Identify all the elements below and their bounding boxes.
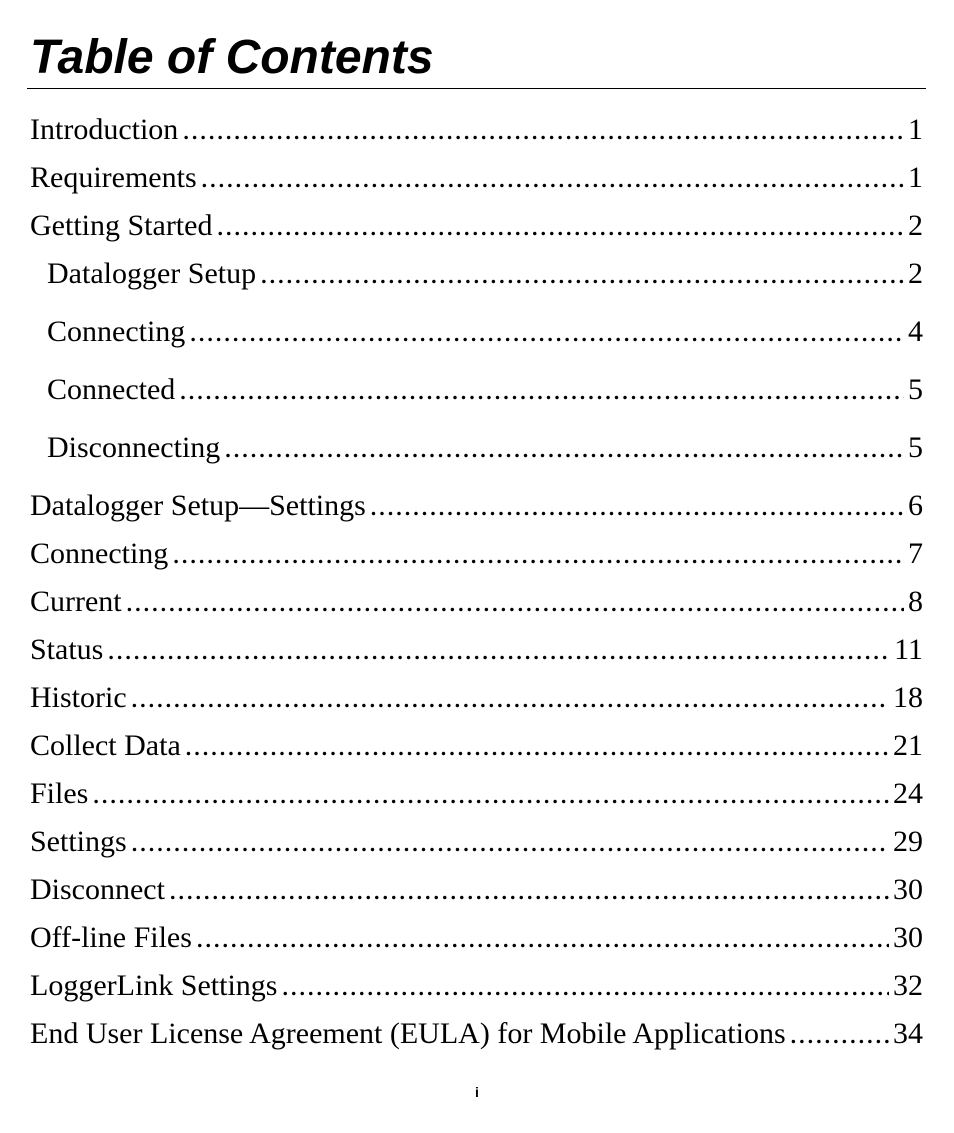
toc-entry-historic[interactable] xyxy=(30,674,923,722)
dot-leader xyxy=(185,722,889,770)
toc-entry-getting-started[interactable] xyxy=(30,202,923,250)
toc-entry-page: 7 xyxy=(908,537,923,570)
dot-leader xyxy=(169,866,889,914)
toc-entry-eula[interactable] xyxy=(30,1010,923,1058)
toc-entry-label: Off-line Files xyxy=(30,921,192,954)
toc-entry-label: Introduction xyxy=(30,113,179,146)
toc-entry-off-line-files[interactable] xyxy=(30,914,923,962)
dot-leader xyxy=(131,674,889,722)
toc-entry-page: 6 xyxy=(908,489,923,522)
dot-leader xyxy=(196,914,889,962)
toc-entry-label: Collect Data xyxy=(30,729,181,762)
toc-entry-label: Settings xyxy=(30,825,127,858)
toc-entry-label: Datalogger Setup—Settings xyxy=(30,489,366,522)
title-divider xyxy=(27,88,926,89)
toc-entry-page: 4 xyxy=(908,315,923,348)
dot-leader xyxy=(126,578,904,626)
dot-leader xyxy=(201,154,904,202)
toc-list xyxy=(30,106,923,1058)
toc-entry-label: Historic xyxy=(30,681,127,714)
toc-entry-label: Connected xyxy=(47,373,176,406)
dot-leader xyxy=(216,202,904,250)
toc-entry-page: 30 xyxy=(893,921,923,954)
toc-subentry-disconnecting[interactable] xyxy=(30,424,923,482)
dot-leader xyxy=(182,106,904,154)
toc-subentry-connecting[interactable] xyxy=(30,308,923,366)
toc-entry-page: 18 xyxy=(893,681,923,714)
toc-entry-connecting[interactable] xyxy=(30,530,923,578)
toc-entry-label: Getting Started xyxy=(30,209,213,242)
toc-entry-label: Requirements xyxy=(30,161,197,194)
dot-leader xyxy=(172,530,904,578)
toc-entry-page: 2 xyxy=(908,257,923,290)
toc-entry-files[interactable] xyxy=(30,770,923,818)
toc-subentry-connected[interactable] xyxy=(30,366,923,424)
toc-entry-page: 30 xyxy=(893,873,923,906)
toc-entry-page: 1 xyxy=(908,161,923,194)
toc-entry-label: Disconnect xyxy=(30,873,165,906)
dot-leader xyxy=(131,818,889,866)
toc-entry-label: End User License Agreement (EULA) for Mobile Applications xyxy=(30,1017,786,1050)
toc-entry-label: Status xyxy=(30,633,104,666)
page-title: Table of Contents xyxy=(30,31,434,84)
toc-entry-page: 2 xyxy=(908,209,923,242)
toc-entry-page: 34 xyxy=(893,1017,923,1050)
toc-entry-disconnect[interactable] xyxy=(30,866,923,914)
dot-leader xyxy=(370,482,904,530)
toc-entry-requirements[interactable] xyxy=(30,154,923,202)
dot-leader xyxy=(790,1010,889,1058)
dot-leader xyxy=(179,366,904,414)
toc-entry-current[interactable] xyxy=(30,578,923,626)
toc-entry-label: Current xyxy=(30,585,122,618)
toc-entry-loggerlink-settings[interactable] xyxy=(30,962,923,1010)
dot-leader xyxy=(189,308,904,356)
toc-entry-page: 1 xyxy=(908,113,923,146)
toc-entry-label: Connecting xyxy=(30,537,169,570)
dot-leader xyxy=(281,962,889,1010)
toc-entry-status[interactable] xyxy=(30,626,923,674)
dot-leader xyxy=(107,626,890,674)
dot-leader xyxy=(224,424,904,472)
page-number: i xyxy=(475,1084,479,1100)
toc-entry-label: LoggerLink Settings xyxy=(30,969,278,1002)
dot-leader xyxy=(92,770,889,818)
toc-entry-page: 21 xyxy=(893,729,923,762)
toc-entry-collect-data[interactable] xyxy=(30,722,923,770)
toc-entry-label: Disconnecting xyxy=(47,431,221,464)
toc-entry-datalogger-setup-settings[interactable] xyxy=(30,482,923,530)
toc-entry-page: 24 xyxy=(893,777,923,810)
toc-entry-page: 32 xyxy=(893,969,923,1002)
toc-entry-page: 8 xyxy=(908,585,923,618)
toc-entry-settings[interactable] xyxy=(30,818,923,866)
toc-entry-label: Datalogger Setup xyxy=(47,257,257,290)
toc-entry-label: Connecting xyxy=(47,315,186,348)
dot-leader xyxy=(260,250,904,298)
toc-entry-page: 11 xyxy=(894,633,923,666)
toc-entry-label: Files xyxy=(30,777,89,810)
toc-subentry-datalogger-setup[interactable] xyxy=(30,250,923,298)
toc-entry-introduction[interactable] xyxy=(30,106,923,154)
toc-entry-page: 29 xyxy=(893,825,923,858)
toc-entry-page: 5 xyxy=(908,431,923,464)
toc-entry-page: 5 xyxy=(908,373,923,406)
